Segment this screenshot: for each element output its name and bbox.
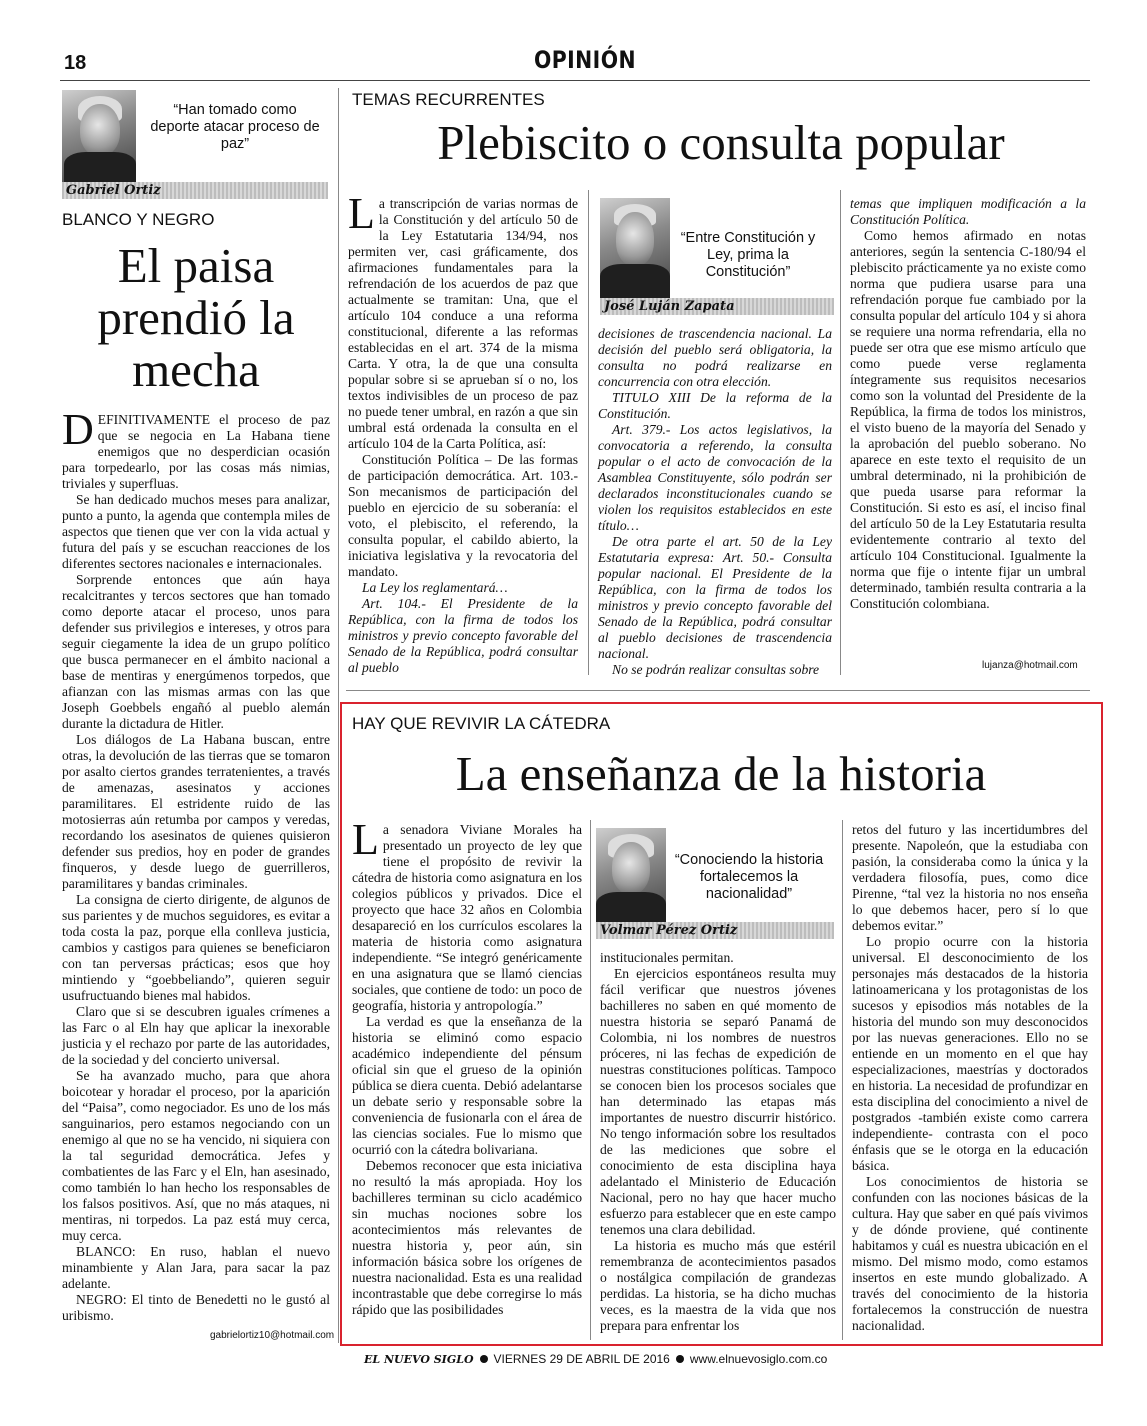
left-pull-quote: “Han tomado como deporte atacar proceso de paz” bbox=[150, 102, 320, 152]
bullet-icon bbox=[676, 1355, 684, 1363]
bottom-paragraph: La historia es mucho más que estéril remembranza de acontecimientos pasados o nostálgica compilación de grandezas perdidas. La historia, se ha dicho muchas veces, es la maestra de la vida que nos prepara para enfrentar los bbox=[600, 1238, 836, 1333]
column-divider bbox=[590, 820, 591, 1340]
bottom-col-2 bbox=[600, 950, 836, 1334]
left-paragraph: DEFINITIVAMENTE el proceso de paz que se negocia en La Habana tiene enemigos que no desperdician ocasión para torpedearlo, por las cosas más nimias, triviales y superfluas. bbox=[62, 405, 330, 491]
top-col-3 bbox=[850, 196, 1086, 612]
footer-date: VIERNES 29 DE ABRIL DE 2016 bbox=[493, 1352, 670, 1366]
top-paragraph: La Ley los reglamentará… bbox=[362, 580, 508, 595]
left-author-name: Gabriel Ortiz bbox=[62, 182, 328, 199]
bullet-icon bbox=[480, 1355, 488, 1363]
top-paragraph: Constitución Política – De las formas de participación democrática. Art. 103.-Son mecanismos de participación del pueblo en ejercicio de su soberanía: el voto, el plebiscito, el referendo, la consulta popular, el cabildo abierto, la iniciativa legislativa y la revocatoria del mandato. bbox=[348, 452, 578, 579]
column-divider bbox=[338, 88, 339, 1343]
bottom-paragraph: Los conocimientos de historia se confunden con las nociones básicas de la cultura. Hay que saber en qué país vivimos y de dónde proviene, qué continente habitamos y cuál es nuestra ubicación en el mismo. Del mismo modo, como estamos insertos en este mundo globalizado. A través del conocimiento de la historia fortalecemos la construcción de nuestra nacionalidad. bbox=[852, 1174, 1088, 1333]
top-paragraph: Como hemos afirmado en notas anteriores, según la sentencia C-180/94 el plebiscito prácticamente ya no existe como norma que pudiera usarse para una refrendación porque fue cambiado por la consulta popular del artículo 104 y si ahora se requiere una norma refrendaria, ella no puede ser otra que ese mismo artículo que como puede verse reglamenta íntegramente sus requisitos necesarios como son la voluntad del Presidente de la República, la firma de todos los ministros, el visto bueno de la mayoría del Senado y la aprobación del pueblo soberano. No aparece en este texto el requisito de un umbral determinado, ni la prohibición de que pueda usarse para reformar la Constitución. Si esto es así, el inciso final del artículo 50 de la Ley Estatutaria resulta evidentemente contrario al texto del artículo 104 Constitucional. Igualmente la norma que fije o intente fijar un umbral determinado, también resulta contraria a la Constitución colombiana. bbox=[850, 228, 1086, 611]
left-paragraph: BLANCO: En ruso, hablan el nuevo minambiente y Alan Jara, para sacar la paz adelante. bbox=[62, 1244, 330, 1291]
bottom-pull-quote: “Conociendo la historia fortalecemos la nacionalidad” bbox=[674, 852, 824, 902]
bottom-paragraph: Debemos reconocer que esta iniciativa no resultó la más apropiada. Hoy los bachilleres terminan su ciclo académico sin muchas nociones sobre los acontecimientos más relevantes de nuestra historia y, peor aún, sin información básica sobre los orígenes de nuestra nacionalidad. Esta es una realidad incontrastable que debe corregirse lo más rápido que las posibilidades bbox=[352, 1158, 582, 1317]
bottom-paragraph: La senadora Viviane Morales ha presentado un proyecto de ley que tiene el propósito de revivir la cátedra de historia como asignatura en los colegios públicos y privados. Dice el proyecto que hace 32 años en Colombia desapareció en los currículos escolares la materia de historia como asignatura independiente. “Se integró genéricamente en una asignatura que se llamó ciencias sociales, que contiene de todo: un poco de geografía, historia y antropología.” bbox=[352, 815, 582, 1013]
top-section-label: TEMAS RECURRENTES bbox=[352, 90, 545, 109]
article-divider bbox=[346, 690, 1090, 691]
page-number: 18 bbox=[64, 52, 87, 74]
left-article-body bbox=[62, 405, 330, 1324]
top-headline: Plebiscito o consulta popular bbox=[437, 115, 1005, 170]
bottom-paragraph: Lo propio ocurre con la historia universal. El desconocimiento de los personajes más destacados de la historia latinoamericana y los protagonistas de los sucesos y episodios más notables de la historia del mundo son muy desconocidos por las nuevas generaciones. Ello no se entiende en un momento en el que hay especializaciones, maestrías y doctorados en historia. La necesidad de profundizar en esta disciplina del conocimiento a nivel de postgrados -también existe como carrera independiente- contrasta con el poco énfasis que se le otorga en la educación básica. bbox=[852, 934, 1088, 1173]
column-divider bbox=[588, 190, 589, 675]
top-paragraph: decisiones de trascendencia nacional. La decisión del pueblo será obligatoria, la consulta no podrá realizarse en concurrencia con otra elección. bbox=[598, 326, 832, 389]
bottom-col-1 bbox=[352, 815, 582, 1318]
left-paragraph: La consigna de cierto dirigente, de algunos de sus parientes y de muchos seguidores, es evitar a toda costa la paz, porque ella conlleva justicia, cambios y castigos para quienes se beneficiaron con tan perversas prácticas; esos que hoy mintiendo y “goebbeliando”, quieren seguir usufructuando bienes mal habidos. bbox=[62, 892, 330, 1003]
bottom-paragraph: En ejercicios espontáneos resulta muy fácil verificar que nuestros jóvenes bachilleres no saben en qué momento de nuestra historia se separó Panamá de Colombia, ni los nombres de nuestros próceres, ni las fechas de expedición de nuestras constituciones políticas. Tampoco se conocen bien los procesos sociales que han determinado las etapas más importantes de nuestro discurrir histórico. No tengo información sobre los resultados de las mediciones que sobre el conocimiento de esta disciplina haya adelantado el Ministerio de Educación Nacional, pero no hay que hacer mucho esfuerzo para establecer que en este campo tenemos una clara debilidad. bbox=[600, 966, 836, 1237]
column-divider bbox=[842, 820, 843, 1340]
top-col-2 bbox=[598, 326, 832, 678]
left-paragraph: Los diálogos de La Habana buscan, entre otras, la devolución de las tierras que se tomaron por asalto ciertos grandes terratenientes, a través de amenazas, asesinatos y acciones paramilitares. El estridente ruido de las motosierras aún retumba por campos y veredas, recordando los asesinatos de quienes quisieron defender sus predios, hoy en poder de grandes finqueros, y desde luego de guerrilleros, paramilitares y bandas criminales. bbox=[62, 732, 330, 891]
bottom-paragraph: La verdad es que la enseñanza de la historia se eliminó como espacio académico independiente del pénsum oficial sin que el grueso de la opinión pública se diera cuenta. Debió adelantarse un debate serio y responsable sobre la conveniencia de fusionarla con el área de las ciencias sociales. Fue lo mismo que ocurrió con la cátedra bolivariana. bbox=[352, 1014, 582, 1157]
top-paragraph: De otra parte el art. 50 de la Ley Estatutaria expresa: Art. 50.- Consulta popular nacional. El Presidente de la República, con la firma de todos los ministros y previo concepto favorable del Senado de la República, podrá consultar al pueblo decisiones de trascendencia nacional. bbox=[598, 534, 832, 661]
column-divider bbox=[840, 190, 841, 675]
bottom-section-label: HAY QUE REVIVIR LA CÁTEDRA bbox=[352, 714, 611, 733]
top-author-email: lujanza@hotmail.com bbox=[982, 660, 1078, 671]
left-paragraph: Se han dedicado muchos meses para analizar, punto a punto, la agenda que contempla miles de aspectos que tienen que ver con la vida actual y futura del país y se escuchan reacciones de los diferentes sectores nacionales e internacionales. bbox=[62, 492, 330, 571]
author-photo-volmar-perez-ortiz bbox=[596, 828, 666, 928]
bottom-paragraph: institucionales permitan. bbox=[600, 950, 734, 965]
author-photo-gabriel-ortiz bbox=[62, 90, 136, 186]
top-author-name: José Luján Zapata bbox=[600, 298, 834, 315]
footer bbox=[364, 1352, 827, 1366]
top-paragraph: La transcripción de varias normas de la Constitución y del artículo 50 de la Ley Estatutaria 134/94, nos permiten ver, casi gráficamente, dos afirmaciones fundamentales para la refrendación de los acuerdos de paz que actualmente se tramitan: Una, que el artículo 104 conduce a una reforma constitucional, diferente a las reformas establecidas en el art. 374 de la misma Carta. Y otra, la de que una consulta popular sobre si se aprueban sí o no, los textos indivisibles de un proceso de paz no puede tener umbral, en razón a que sin umbral está ordenada la consulta en el artículo 104 de la Carta Política, así: bbox=[348, 189, 578, 451]
section-title: OPINIÓN bbox=[534, 46, 636, 74]
top-paragraph: Art. 379.- Los actos legislativos, la convocatoria a referendo, la consulta popular o el acto de convocación de la Asamblea Constituyente, sólo podrán ser declarados inconstitucionales cuando se violen los requisitos establecidos en este título… bbox=[598, 422, 832, 533]
header-rule bbox=[60, 80, 1090, 81]
author-photo-jose-lujan-zapata bbox=[600, 198, 670, 302]
left-section-label: BLANCO Y NEGRO bbox=[62, 210, 215, 229]
left-headline: El paisa prendió la mecha bbox=[97, 238, 295, 397]
footer-brand: EL NUEVO SIGLO bbox=[364, 1352, 474, 1366]
bottom-col-3 bbox=[852, 822, 1088, 1334]
left-author-email: gabrielortiz10@hotmail.com bbox=[210, 1330, 335, 1341]
left-paragraph: Sorprende entonces que aún haya recalcitrantes y tercos sectores que han tomado como deporte atacar el proceso, unos para defender sus privilegios e intereses, y otros para seguir ciegamente la idea de un grupo político que busca permanecer en el ámbito nacional a base de mentiras y energúmenos torpedos, que afianzan con las mismas armas con las que Joseph Goebbels engañó al pueblo alemán durante la dictadura de Hitler. bbox=[62, 572, 330, 731]
footer-url: www.elnuevosiglo.com.co bbox=[689, 1352, 828, 1366]
bottom-author-name: Volmar Pérez Ortiz bbox=[596, 922, 834, 939]
top-paragraph: TITULO XIII De la reforma de la Constitución. bbox=[598, 390, 832, 421]
bottom-paragraph: retos del futuro y las incertidumbres del presente. Napoleón, que la estudiaba con pasión, la consideraba como la única y la verdadera filosofía, pues, como dice Pirenne, “tal vez la historia no nos enseña lo que debemos hacer, pero sí lo que debemos evitar.” bbox=[852, 822, 1088, 933]
top-col-1 bbox=[348, 189, 578, 676]
top-paragraph: temas que impliquen modificación a la Constitución Política. bbox=[850, 196, 1086, 227]
top-pull-quote: “Entre Constitución y Ley, prima la Constitución” bbox=[680, 230, 816, 280]
bottom-headline: La enseñanza de la historia bbox=[455, 746, 987, 801]
left-paragraph: Se ha avanzado mucho, para que ahora boicotear y horadar el proceso, por la aparición del “Paisa”, como negociador. Es uno de los más sanguinarios, pero estamos negociando con un enemigo al que no se ha vencido, ni siquiera con la tal seguridad democrática. Jefes y combatientes de las Farc y el Eln, han asesinado, como también lo han hecho los responsables de los falsos positivos. Así, que no más ataques, ni mentiras, ni torpedos. La paz está muy cerca, muy cerca. bbox=[62, 1068, 330, 1243]
top-paragraph: Art. 104.- El Presidente de la República, con la firma de todos los ministros y previo concepto favorable del Senado de la República, podrá consultar al pueblo bbox=[348, 596, 578, 675]
left-paragraph: Claro que si se descubren iguales crímenes a las Farc o al Eln hay que aplicar la inexorable justicia y el rechazo por parte de las autoridades, de la sociedad y del concierto universal. bbox=[62, 1004, 330, 1067]
left-paragraph: NEGRO: El tinto de Benedetti no le gustó al uribismo. bbox=[62, 1292, 330, 1323]
top-paragraph: No se podrán realizar consultas sobre bbox=[612, 662, 820, 677]
